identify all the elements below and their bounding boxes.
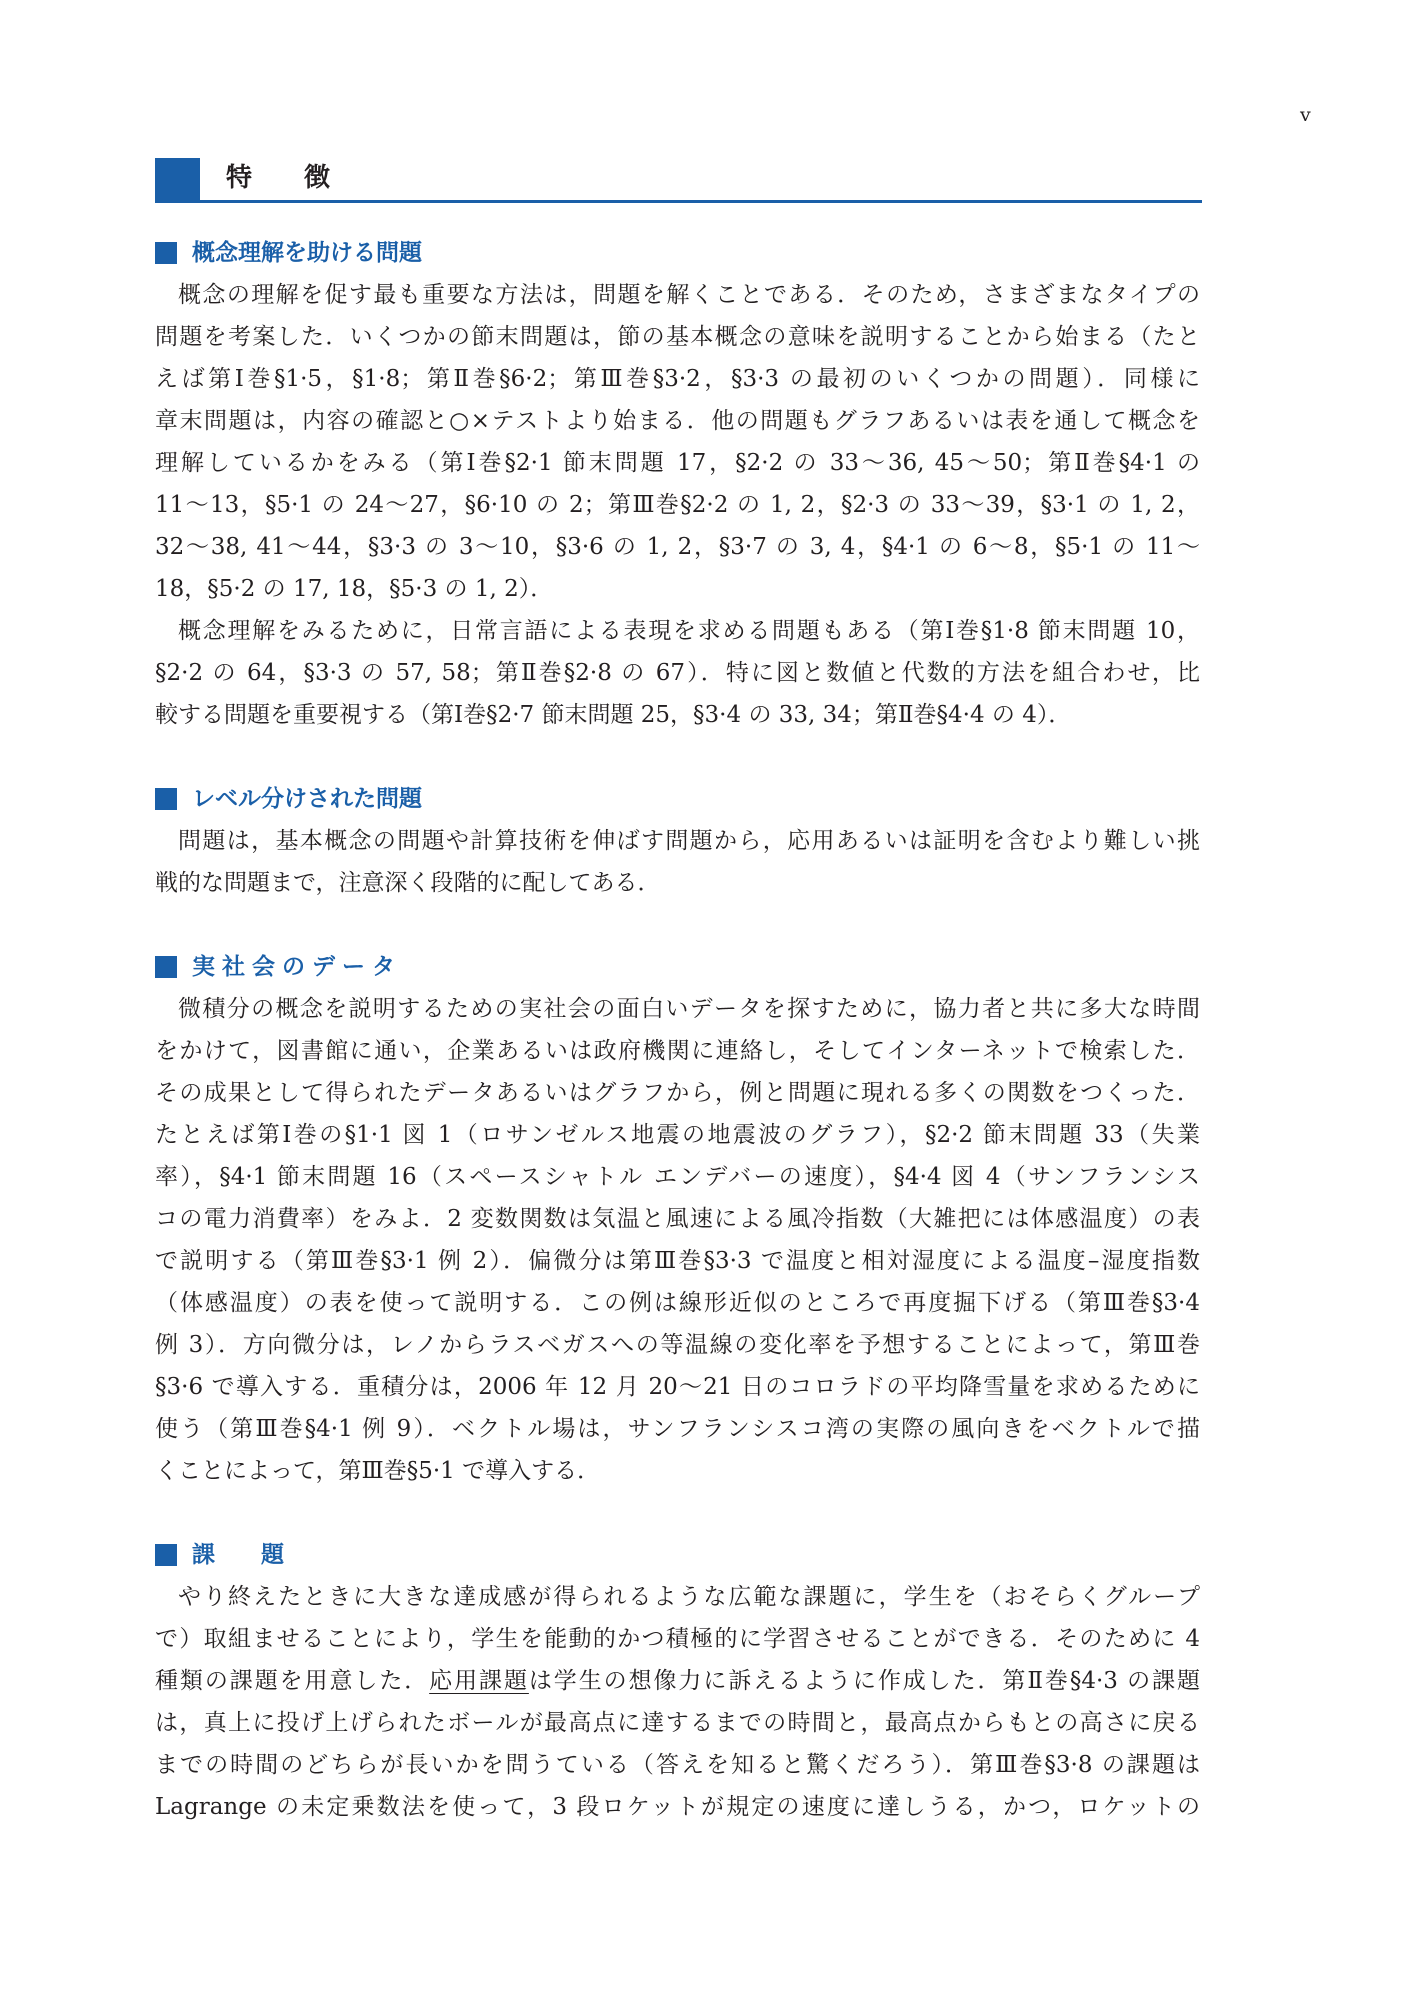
- text-line: §3·6 で導入する．重積分は，2006 年 12 月 20〜21 日のコロラドの平均降雪量を求めるために: [155, 1374, 1200, 1400]
- section-heading-text: 課 題: [192, 1542, 284, 1568]
- text-segment: は学生の想像力に訴えるように作成した．第Ⅱ巻§4·3 の課題: [528, 1668, 1200, 1694]
- paragraph: [155, 820, 1200, 904]
- section-heading-text: レベル分けされた問題: [192, 786, 422, 812]
- text-line: 率），§4·1 節末問題 16（スペースシャトル エンデバーの速度），§4·4 図 4（サンフランシス: [155, 1164, 1200, 1190]
- chapter-marker-block: [155, 158, 200, 202]
- text-line: 章末問題は，内容の確認と○×テストより始まる．他の問題もグラフあるいは表を通して概念を: [155, 408, 1200, 434]
- text-line: （体感温度）の表を使って説明する．この例は線形近似のところで再度掘下げる（第Ⅲ巻§3·4: [155, 1290, 1200, 1316]
- text-line: 概念の理解を促す最も重要な方法は，問題を解くことである．そのため，さまざまなタイプの: [178, 282, 1200, 308]
- text-line: 問題を考案した．いくつかの節末問題は，節の基本概念の意味を説明することから始まる（たと: [155, 324, 1200, 350]
- text-line: 使う（第Ⅲ巻§4·1 例 9）．ベクトル場は，サンフランシスコ湾の実際の風向きをベクトルで描: [155, 1416, 1200, 1442]
- text-line: 戦的な問題まで，注意深く段階的に配してある．: [155, 870, 661, 896]
- text-line: 18，§5·2 の 17, 18，§5·3 の 1, 2）．: [155, 576, 554, 602]
- section-heading-text: 概念理解を助ける問題: [192, 240, 422, 266]
- section: [155, 1534, 1200, 1828]
- text-line: 問題は，基本概念の問題や計算技術を伸ばす問題から，応用あるいは証明を含むより難しい挑: [178, 828, 1200, 854]
- text-line: 微積分の概念を説明するための実社会の面白いデータを探すために，協力者と共に多大な時間: [178, 996, 1200, 1022]
- text-line: は，真上に投げ上げられたボールが最高点に達するまでの時間と，最高点からもとの高さに戻る: [155, 1710, 1200, 1736]
- page-number: v: [1300, 104, 1311, 126]
- text-line: 概念理解をみるために，日常言語による表現を求める問題もある（第Ⅰ巻§1·8 節末問題 10，: [178, 618, 1200, 644]
- section: [155, 232, 1200, 736]
- text-line: たとえば第Ⅰ巻の§1·1 図 1（ロサンゼルス地震の地震波のグラフ），§2·2 節末問題 33（失業: [155, 1122, 1200, 1148]
- text-line: をかけて，図書館に通い，企業あるいは政府機関に連絡し，そしてインターネットで検索した．: [155, 1038, 1200, 1064]
- chapter-title: 特 徴: [226, 163, 331, 193]
- text-line: 例 3）．方向微分は，レノからラスベガスへの等温線の変化率を予想することによって，第Ⅲ巻: [155, 1332, 1200, 1358]
- text-line: えば第Ⅰ巻§1·5，§1·8；第Ⅱ巻§6·2；第Ⅲ巻§3·2，§3·3 の最初のいくつかの問題）．同様に: [155, 366, 1200, 392]
- section: [155, 946, 1200, 1492]
- paragraph: [155, 274, 1200, 610]
- text-line: で説明する（第Ⅲ巻§3·1 例 2）．偏微分は第Ⅲ巻§3·3 で温度と相対湿度による温度–湿度指数: [155, 1248, 1200, 1274]
- chapter-rule: [155, 200, 1202, 203]
- body-content: [155, 232, 1200, 1828]
- text-line: §2·2 の 64，§3·3 の 57, 58；第Ⅱ巻§2·8 の 67）．特に図と数値と代数的方法を組合わせ，比: [155, 660, 1200, 686]
- text-segment: 種類の課題を用意した．: [155, 1668, 430, 1694]
- text-line: その成果として得られたデータあるいはグラフから，例と問題に現れる多くの関数をつくった．: [155, 1080, 1200, 1106]
- text-line: [155, 1660, 1200, 1702]
- section-heading: [155, 778, 1200, 820]
- text-line: で）取組ませることにより，学生を能動的かつ積極的に学習させることができる．そのために 4: [155, 1626, 1200, 1652]
- section: [155, 778, 1200, 904]
- text-line: コの電力消費率）をみよ．2 変数関数は気温と風速による風冷指数（大雑把には体感温度）の表: [155, 1206, 1200, 1232]
- underlined-term: 応用課題: [429, 1668, 529, 1694]
- paragraph: [155, 610, 1200, 736]
- text-line: くことによって，第Ⅲ巻§5·1 で導入する．: [155, 1458, 601, 1484]
- section-heading: [155, 946, 1200, 988]
- section-heading: [155, 1534, 1200, 1576]
- text-line: 較する問題を重要視する（第Ⅰ巻§2·7 節末問題 25，§3·4 の 33, 34；第Ⅱ巻§4·4 の 4）．: [155, 702, 1072, 728]
- text-line: 理解しているかをみる（第Ⅰ巻§2·1 節末問題 17，§2·2 の 33〜36, 45〜50；第Ⅱ巻§4·1 の: [155, 450, 1200, 476]
- text-line: やり終えたときに大きな達成感が得られるような広範な課題に，学生を（おそらくグループ: [178, 1584, 1200, 1610]
- text-line: までの時間のどちらが長いかを問うている（答えを知ると驚くだろう）．第Ⅲ巻§3·8 の課題は: [155, 1752, 1200, 1778]
- square-bullet-icon: [155, 788, 177, 810]
- paragraph: [155, 988, 1200, 1492]
- text-line: 11〜13，§5·1 の 24〜27，§6·10 の 2；第Ⅲ巻§2·2 の 1, 2，§2·3 の 33〜39，§3·1 の 1, 2，: [155, 492, 1200, 518]
- section-heading: [155, 232, 1200, 274]
- text-line: 32〜38, 41〜44，§3·3 の 3〜10，§3·6 の 1, 2，§3·7 の 3, 4，§4·1 の 6〜8，§5·1 の 11〜: [155, 534, 1200, 560]
- section-heading-text: 実社会のデータ: [192, 954, 402, 980]
- square-bullet-icon: [155, 956, 177, 978]
- paragraph: [155, 1576, 1200, 1828]
- text-line: Lagrange の未定乗数法を使って，3 段ロケットが規定の速度に達しうる，かつ，ロケットの: [155, 1794, 1200, 1820]
- square-bullet-icon: [155, 242, 177, 264]
- square-bullet-icon: [155, 1544, 177, 1566]
